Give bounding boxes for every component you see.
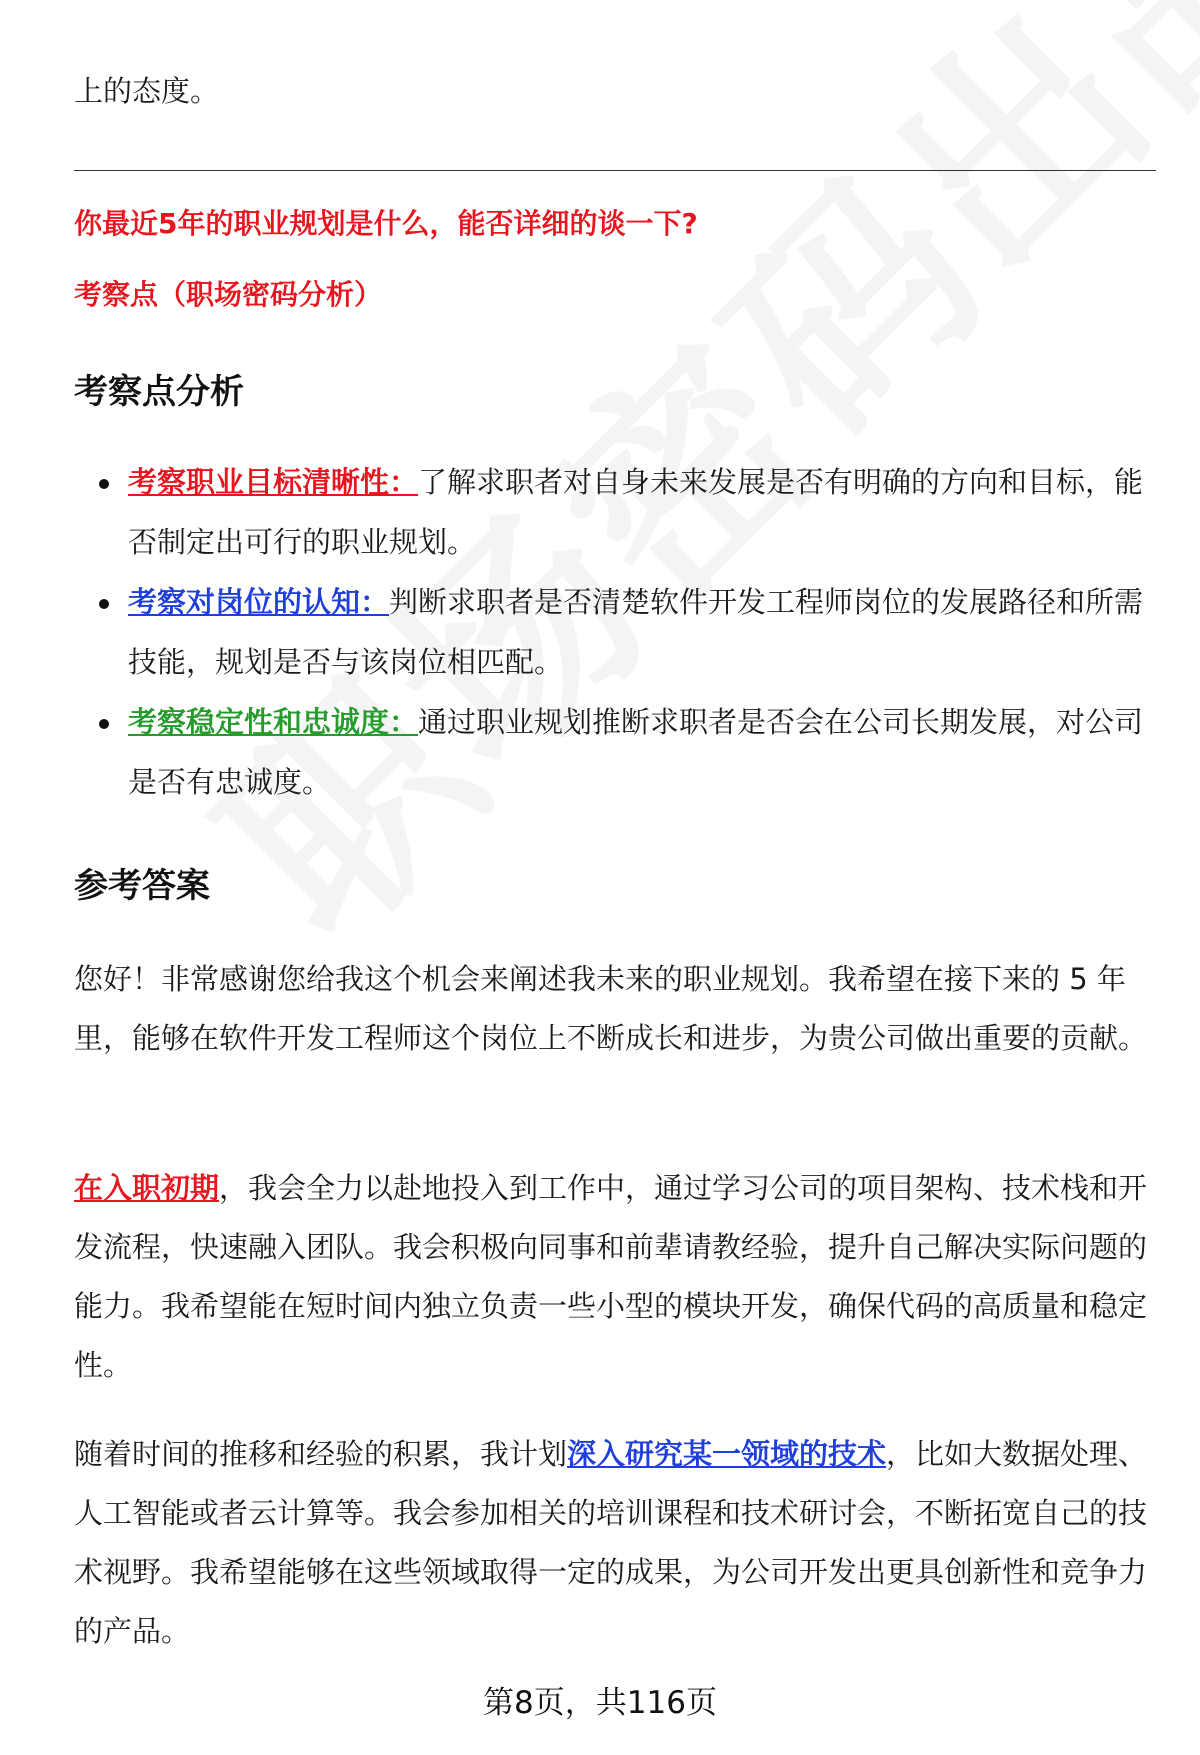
point-text: 通过职业规划推断求职者是否会在公司长期发展，对公司是否有忠诚度。 xyxy=(128,705,1144,799)
lead-text: 上的态度。 xyxy=(74,74,220,108)
answer-paragraph: 您好！非常感谢您给我这个机会来阐述我未来的职业规划。我希望在接下来的 5 年里，能够在软件开发工程师这个岗位上不断成长和进步，为贵公司做出重要的贡献。 xyxy=(74,962,1148,1055)
point-key: 考察职业目标清晰性： xyxy=(128,465,419,499)
analysis-heading: 考察点分析 xyxy=(74,372,244,412)
analysis-list xyxy=(74,452,1156,812)
answer-paragraph xyxy=(74,1425,1154,1661)
paragraph-text: ，比如大数据处理、人工智能或者云计算等。我会参加相关的培训课程和技术研讨会，不断拓宽自己的技术视野。我希望能够在这些领域取得一定的成果，为公司开发出更具创新性和竞争力的产品。 xyxy=(74,1437,1148,1648)
paragraph-text: 随着时间的推移和经验的积累，我计划 xyxy=(74,1437,568,1471)
bullet-icon xyxy=(99,599,109,609)
point-text: 判断求职者是否清楚软件开发工程师岗位的发展路径和所需技能，规划是否与该岗位相匹配。 xyxy=(128,585,1144,679)
bullet-icon xyxy=(99,719,109,729)
highlight-phrase: 在入职初期 xyxy=(74,1171,220,1205)
highlight-phrase: 深入研究某一领域的技术 xyxy=(567,1437,887,1471)
list-item xyxy=(74,452,1156,572)
answer-heading: 参考答案 xyxy=(74,866,210,906)
point-text: 了解求职者对自身未来发展是否有明确的方向和目标，能否制定出可行的职业规划。 xyxy=(128,465,1144,559)
answer-paragraph xyxy=(74,1159,1154,1395)
point-key: 考察对岗位的认知： xyxy=(128,585,390,619)
divider xyxy=(74,170,1156,171)
subtitle: 考察点（职场密码分析） xyxy=(74,278,383,311)
page-number: 第8页，共116页 xyxy=(483,1685,717,1721)
question-title: 你最近5年的职业规划是什么，能否详细的谈一下? xyxy=(74,207,698,240)
bullet-icon xyxy=(99,479,109,489)
list-item xyxy=(74,572,1156,692)
paragraph-text: ，我会全力以赴地投入到工作中，通过学习公司的项目架构、技术栈和开发流程，快速融入团队。我会积极向同事和前辈请教经验，提升自己解决实际问题的能力。我希望能在短时间内独立负责一些小型的模块开发，确保代码的高质量和稳定性。 xyxy=(74,1171,1148,1382)
point-key: 考察稳定性和忠诚度： xyxy=(128,705,419,739)
list-item xyxy=(74,692,1156,812)
